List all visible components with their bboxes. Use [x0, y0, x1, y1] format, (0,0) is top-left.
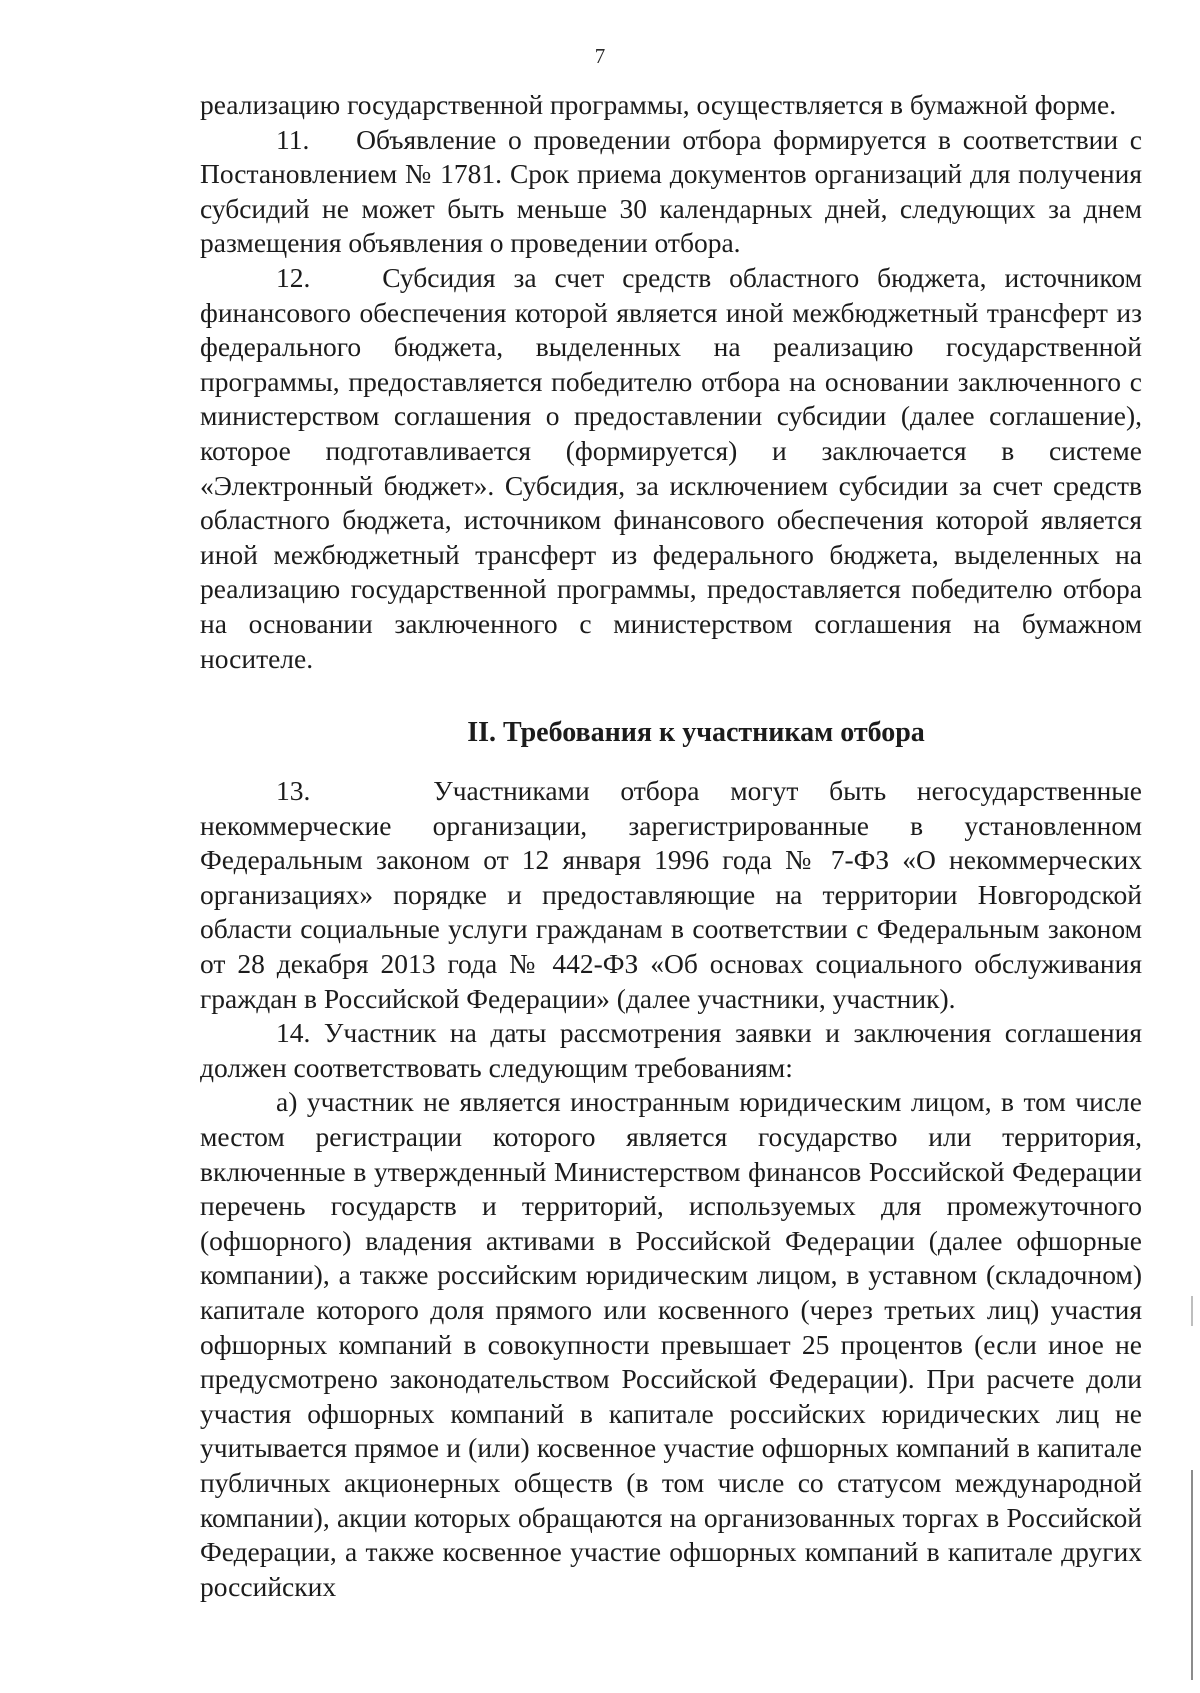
- paragraph-13: 13. Участниками отбора могут быть негосударственные некоммерческие организации, зарегистрированные в установленном Федеральным законом от 12 января 1996 года № 7-ФЗ «О некоммерческих организациях» порядке и предоставляющие на территории Новгородской области социальные услуги гражданам в соответствии с Федеральным законом от 28 декабря 2013 года № 442-ФЗ «Об основах социального обслуживания граждан в Российской Федерации» (далее участники, участник).: [200, 775, 1142, 1014]
- paragraph-14: 14. Участник на даты рассмотрения заявки и заключения соглашения должен соответствовать следующим требованиям:: [200, 1017, 1142, 1083]
- paragraph-continuation: реализацию государственной программы, осуществляется в бумажной форме.: [200, 89, 1117, 120]
- paragraph-14-a: а) участник не является иностранным юридическим лицом, в том числе местом регистрации которого является государство или территория, включенные в утвержденный Министерством финансов Российской Федерации перечень государств и территорий, используемых для промежуточного (офшорного) владения активами в Российской Федерации (далее офшорные компании), а также российским юридическим лицом, в уставном (складочном) капитале которого доля прямого или косвенного (через третьих лиц) участия офшорных компаний в совокупности превышает 25 процентов (если иное не предусмотрено законодательством Российской Федерации). При расчете доли участия офшорных компаний в капитале российских юридических лиц не учитывается прямое и (или) косвенное участие офшорных компаний в капитале публичных акционерных обществ (в том числе со статусом международной компании), акции которых обращаются на организованных торгах в Российской Федерации, а также косвенное участие офшорных компаний в капитале других российских: [200, 1086, 1142, 1602]
- paragraph-12: 12. Субсидия за счет средств областного бюджета, источником финансового обеспечения которой является иной межбюджетный трансферт из федерального бюджета, выделенных на реализацию государственной программы, предоставляется победителю отбора на основании заключенного с министерством соглашения о предоставлении субсидии (далее соглашение), которое подготавливается (формируется) и заключается в системе «Электронный бюджет». Субсидия, за исключением субсидии за счет средств областного бюджета, источником финансового обеспечения которой является иной межбюджетный трансферт из федерального бюджета, выделенных на реализацию государственной программы, предоставляется победителю отбора на основании заключенного с министерством соглашения на бумажном носителе.: [200, 261, 1142, 674]
- paragraph-11: 11. Объявление о проведении отбора формируется в соответствии с Постановлением № 1781. Срок приема документов организаций для получения субсидий не может быть меньше 30 календарных дней, следующих за днем размещения объявления о проведении отбора.: [200, 123, 1142, 259]
- page-number: 7: [594, 44, 606, 68]
- document-body: [200, 88, 1142, 1604]
- scan-edge-mark: [1191, 1470, 1193, 1680]
- section-heading: II. Требования к участникам отбора: [467, 717, 925, 749]
- scan-edge-mark: [1191, 1296, 1193, 1326]
